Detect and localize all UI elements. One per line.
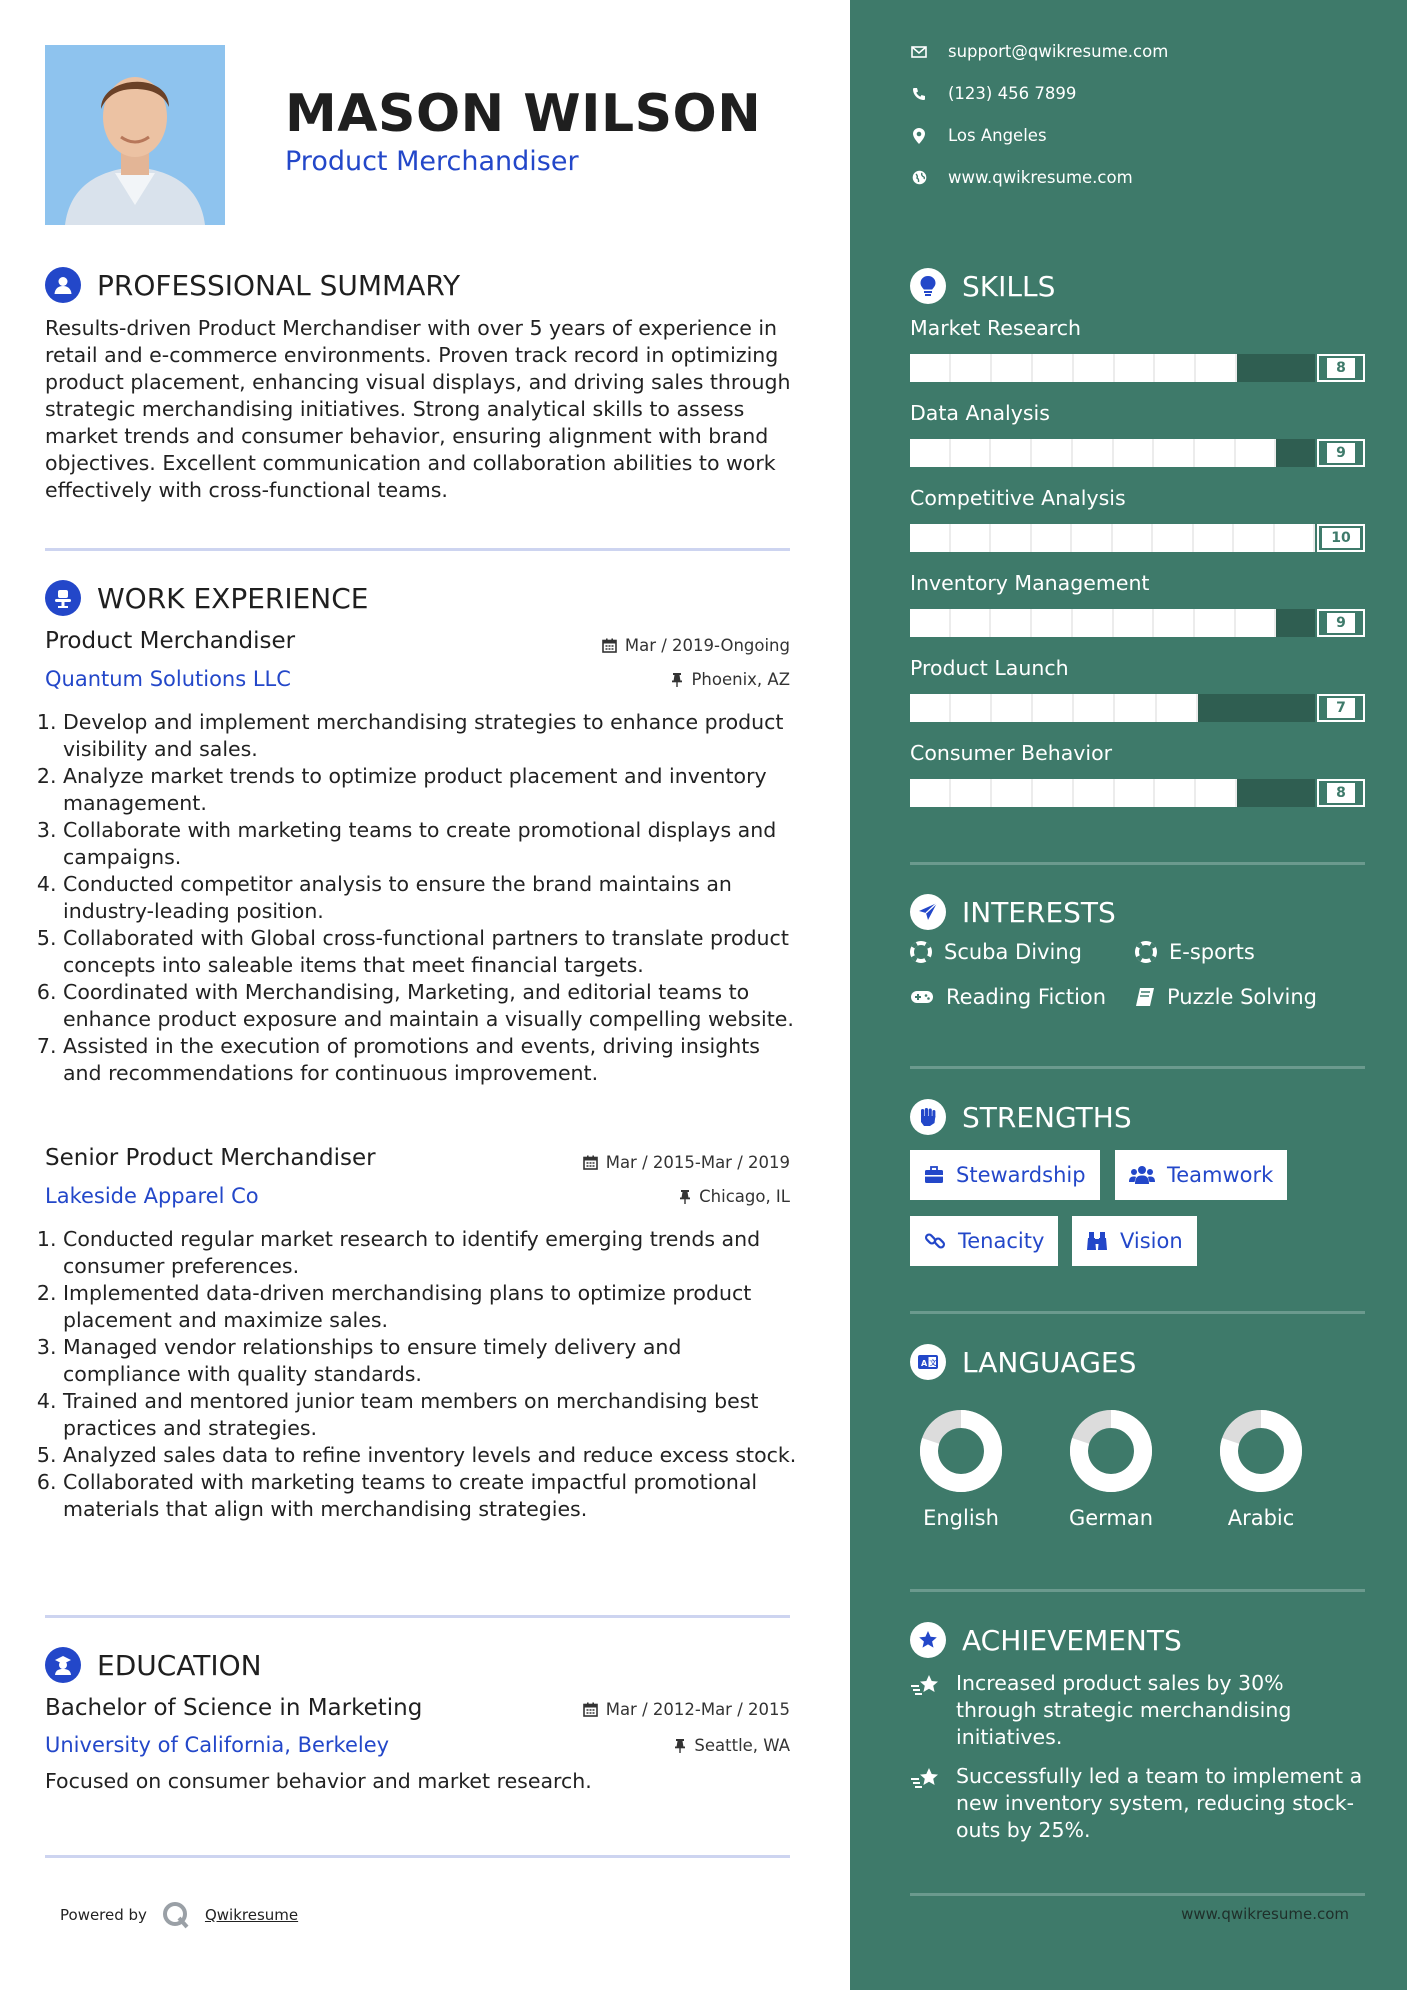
skill-bar-segment bbox=[1236, 439, 1277, 467]
star-badge-icon bbox=[910, 1622, 946, 1658]
skill-level-badge bbox=[1317, 694, 1365, 722]
job-company: Lakeside Apparel Co bbox=[45, 1184, 259, 1208]
strength-label: Vision bbox=[1120, 1229, 1183, 1253]
job-date bbox=[583, 1153, 790, 1172]
skill-name: Data Analysis bbox=[910, 401, 1050, 425]
list-item: 6. Coordinated with Merchandising, Marketing, and editorial teams to enhance product exposure and maintain a visually compelling website. bbox=[63, 979, 798, 1033]
skill-bar-segment bbox=[1155, 354, 1196, 382]
contact-email-text: support@qwikresume.com bbox=[948, 42, 1169, 61]
skill-bar-segment bbox=[1275, 524, 1316, 552]
skill-bar-segment bbox=[1032, 524, 1073, 552]
skill-level-badge bbox=[1317, 354, 1365, 382]
contact-website[interactable] bbox=[910, 168, 1133, 187]
list-item: 1. Develop and implement merchandising strategies to enhance product visibility and sales. bbox=[63, 709, 798, 763]
skills-header bbox=[910, 266, 1055, 306]
envelope-icon bbox=[910, 46, 928, 58]
experience-title: WORK EXPERIENCE bbox=[97, 581, 369, 615]
skill-bar-segment bbox=[910, 439, 951, 467]
skill-bar-segment bbox=[951, 354, 992, 382]
user-icon bbox=[45, 267, 81, 303]
users-icon bbox=[1129, 1165, 1155, 1185]
contact-phone-text: (123) 456 7899 bbox=[948, 84, 1077, 103]
interest-item bbox=[1135, 985, 1317, 1009]
footer-url[interactable]: www.qwikresume.com bbox=[1181, 1905, 1349, 1923]
map-marker-icon bbox=[910, 128, 928, 144]
fist-icon bbox=[910, 1099, 946, 1135]
skill-bar bbox=[910, 779, 1315, 807]
interests-header bbox=[910, 892, 1116, 932]
language-proficiency-ring bbox=[918, 1408, 1004, 1494]
powered-by-label: Powered by bbox=[60, 1906, 147, 1924]
list-item: 6. Collaborated with marketing teams to create impactful promotional materials that align with merchandising strategies. bbox=[63, 1469, 798, 1523]
paper-plane-icon bbox=[910, 894, 946, 930]
svg-text:A: A bbox=[921, 1359, 928, 1368]
skill-bar-segment bbox=[1153, 524, 1194, 552]
achievement-text: Successfully led a team to implement a new inventory system, reducing stock-outs by 25%. bbox=[956, 1764, 1363, 1842]
achievement-item bbox=[910, 1763, 1365, 1844]
education-date bbox=[583, 1700, 790, 1719]
skill-level-value: 7 bbox=[1327, 698, 1355, 718]
skill-bar-segment bbox=[1073, 439, 1114, 467]
skill-bar-segment bbox=[1114, 609, 1155, 637]
divider bbox=[45, 1855, 790, 1858]
divider bbox=[910, 862, 1365, 865]
list-item: 4. Trained and mentored junior team members on merchandising best practices and strategies. bbox=[63, 1388, 798, 1442]
skill-bar-segment bbox=[991, 609, 1032, 637]
summary-header bbox=[45, 265, 460, 305]
book-icon bbox=[1135, 987, 1155, 1007]
skill-bar bbox=[910, 524, 1315, 552]
job-location bbox=[679, 1187, 790, 1206]
education-header bbox=[45, 1645, 262, 1685]
divider bbox=[910, 1893, 1365, 1896]
globe-icon bbox=[910, 170, 928, 185]
skill-bar-segment bbox=[1195, 439, 1236, 467]
list-item: 7. Assisted in the execution of promotions and events, driving insights and recommendations for continuous improvement. bbox=[63, 1033, 798, 1087]
skill-bar-segment bbox=[1033, 354, 1074, 382]
graduate-icon bbox=[45, 1647, 81, 1683]
contact-location bbox=[910, 126, 1047, 145]
list-item: 1. Conducted regular market research to identify emerging trends and consumer preferences. bbox=[63, 1226, 798, 1280]
skill-level-value: 9 bbox=[1327, 613, 1355, 633]
language-proficiency-ring bbox=[1068, 1408, 1154, 1494]
skill-bar-segment bbox=[1032, 439, 1073, 467]
skill-bar bbox=[910, 439, 1315, 467]
calendar-icon bbox=[583, 1702, 598, 1717]
skill-bar-segment bbox=[951, 524, 992, 552]
skill-level-value: 8 bbox=[1327, 783, 1355, 803]
skill-level-value: 10 bbox=[1322, 528, 1359, 548]
strengths-title: STRENGTHS bbox=[962, 1100, 1132, 1134]
language-proficiency-ring bbox=[1218, 1408, 1304, 1494]
summary-text: Results-driven Product Merchandiser with over 5 years of experience in retail and e-commerce environments. Proven track record in optimizing product placement, enhancing visual displays, and driving sales through strategic merchandising initiatives. Strong analytical skills to assess market trends and consumer behavior, ensuring alignment with brand objectives. Excellent communication and collaboration abilities to work effectively with cross-functional teams. bbox=[45, 316, 791, 502]
skill-bar-segment bbox=[1032, 609, 1073, 637]
summary-title: PROFESSIONAL SUMMARY bbox=[97, 268, 461, 302]
contact-phone[interactable] bbox=[910, 84, 1076, 103]
job-duties bbox=[38, 1226, 798, 1523]
strength-tag bbox=[1072, 1216, 1197, 1266]
language-name: English bbox=[923, 1506, 999, 1530]
skill-bar-segment bbox=[1234, 524, 1275, 552]
calendar-icon bbox=[602, 638, 617, 653]
strength-label: Teamwork bbox=[1167, 1163, 1274, 1187]
strength-tag bbox=[1115, 1150, 1287, 1200]
skill-bar-segment bbox=[1276, 779, 1315, 807]
job-duties bbox=[38, 709, 798, 1087]
skill-bar-segment bbox=[951, 439, 992, 467]
strength-label: Stewardship bbox=[956, 1163, 1086, 1187]
job-title: Senior Product Merchandiser bbox=[45, 1145, 376, 1171]
skill-bar-segment bbox=[1237, 694, 1276, 722]
skill-bar-segment bbox=[910, 779, 951, 807]
skill-bar-segment bbox=[1115, 779, 1156, 807]
skill-bar-segment bbox=[1115, 694, 1156, 722]
shooting-star-icon bbox=[910, 1763, 942, 1844]
skill-bar-segment bbox=[992, 354, 1033, 382]
job-date bbox=[602, 636, 790, 655]
divider bbox=[910, 1311, 1365, 1314]
skill-bar-segment bbox=[1115, 354, 1156, 382]
skill-bar-segment bbox=[1198, 694, 1237, 722]
achievement-item bbox=[910, 1670, 1365, 1751]
list-item: 3. Collaborate with marketing teams to create promotional displays and campaigns. bbox=[63, 817, 798, 871]
skill-bar-segment bbox=[910, 354, 951, 382]
contact-email[interactable] bbox=[910, 42, 1168, 61]
skill-bar-segment bbox=[1237, 779, 1276, 807]
link-icon bbox=[924, 1230, 946, 1252]
strengths-header bbox=[910, 1097, 1132, 1137]
achievements-title: ACHIEVEMENTS bbox=[962, 1623, 1182, 1657]
skill-level-badge bbox=[1317, 439, 1365, 467]
skill-bar-segment bbox=[992, 779, 1033, 807]
skill-level-badge bbox=[1317, 779, 1365, 807]
skill-bar-segment bbox=[1154, 439, 1195, 467]
skill-level-value: 9 bbox=[1327, 443, 1355, 463]
degree-title: Bachelor of Science in Marketing bbox=[45, 1695, 423, 1721]
education-title: EDUCATION bbox=[97, 1648, 262, 1682]
strength-tag bbox=[910, 1216, 1058, 1266]
contact-website-text: www.qwikresume.com bbox=[948, 168, 1133, 187]
skill-bar-segment bbox=[951, 609, 992, 637]
list-item: 2. Implemented data-driven merchandising plans to optimize product placement and maximize sales. bbox=[63, 1280, 798, 1334]
qwikresume-logo-icon bbox=[161, 1900, 191, 1930]
job-date-text: Mar / 2019-Ongoing bbox=[624, 636, 790, 655]
life-ring-icon bbox=[910, 941, 932, 963]
job-location-text: Phoenix, AZ bbox=[691, 670, 790, 689]
svg-text:文: 文 bbox=[929, 1359, 937, 1367]
skill-bar-segment bbox=[1154, 609, 1195, 637]
skill-bar-segment bbox=[1113, 524, 1154, 552]
skills-title: SKILLS bbox=[962, 269, 1056, 303]
calendar-icon bbox=[583, 1155, 598, 1170]
gamepad-icon bbox=[910, 989, 934, 1005]
language-item bbox=[906, 1408, 1016, 1530]
interest-item bbox=[910, 985, 1106, 1009]
contact-location-text: Los Angeles bbox=[948, 126, 1047, 145]
pin-icon bbox=[671, 672, 683, 687]
phone-icon bbox=[910, 87, 928, 101]
skill-name: Competitive Analysis bbox=[910, 486, 1126, 510]
divider bbox=[45, 1615, 790, 1618]
list-item: 2. Analyze market trends to optimize product placement and inventory management. bbox=[63, 763, 798, 817]
powered-by bbox=[60, 1900, 298, 1930]
skill-bar-segment bbox=[1196, 779, 1237, 807]
skill-bar-segment bbox=[1072, 524, 1113, 552]
pin-icon bbox=[674, 1738, 686, 1753]
strength-tag bbox=[910, 1150, 1100, 1200]
interests-title: INTERESTS bbox=[962, 895, 1116, 929]
skill-bar-segment bbox=[1074, 354, 1115, 382]
life-ring-icon bbox=[1135, 941, 1157, 963]
skill-bar-segment bbox=[1033, 694, 1074, 722]
skill-bar-segment bbox=[1033, 779, 1074, 807]
skill-bar-segment bbox=[951, 694, 992, 722]
skill-bar-segment bbox=[1073, 609, 1114, 637]
interest-item bbox=[1135, 940, 1255, 964]
lightbulb-icon bbox=[910, 268, 946, 304]
skill-bar-segment bbox=[1114, 439, 1155, 467]
language-icon bbox=[910, 1344, 946, 1380]
language-item bbox=[1206, 1408, 1316, 1530]
achievement-text: Increased product sales by 30% through strategic merchandising initiatives. bbox=[956, 1671, 1292, 1749]
job-title: Product Merchandiser bbox=[45, 628, 296, 654]
job-location bbox=[671, 670, 790, 689]
skill-bar-segment bbox=[1074, 694, 1115, 722]
skill-level-badge bbox=[1317, 524, 1365, 552]
skill-bar-segment bbox=[910, 524, 951, 552]
skill-name: Market Research bbox=[910, 316, 1082, 340]
languages-header bbox=[910, 1342, 1136, 1382]
briefcase-icon bbox=[924, 1166, 944, 1184]
language-item bbox=[1056, 1408, 1166, 1530]
skill-bar-segment bbox=[910, 609, 951, 637]
sidebar bbox=[850, 0, 1407, 1990]
skill-bar-segment bbox=[1276, 354, 1315, 382]
skill-bar bbox=[910, 354, 1315, 382]
skill-bar-segment bbox=[1196, 354, 1237, 382]
language-name: German bbox=[1068, 1506, 1154, 1530]
skill-name: Inventory Management bbox=[910, 571, 1150, 595]
languages-title: LANGUAGES bbox=[962, 1345, 1137, 1379]
skill-bar-segment bbox=[1194, 524, 1235, 552]
pin-icon bbox=[679, 1189, 691, 1204]
skill-bar-segment bbox=[1157, 694, 1198, 722]
skill-bar bbox=[910, 609, 1315, 637]
experience-header bbox=[45, 578, 368, 618]
divider bbox=[910, 1589, 1365, 1592]
interest-label: Reading Fiction bbox=[946, 985, 1107, 1009]
skill-bar bbox=[910, 694, 1315, 722]
skill-bar-segment bbox=[1276, 609, 1315, 637]
education-description: Focused on consumer behavior and market research. bbox=[45, 1769, 592, 1793]
candidate-name: MASON WILSON bbox=[285, 84, 762, 144]
list-item: 5. Analyzed sales data to refine inventory levels and reduce excess stock. bbox=[63, 1442, 798, 1469]
school-name: University of California, Berkeley bbox=[45, 1733, 390, 1757]
skill-level-badge bbox=[1317, 609, 1365, 637]
divider bbox=[45, 548, 790, 551]
skill-bar-segment bbox=[910, 694, 951, 722]
language-name: Arabic bbox=[1227, 1506, 1295, 1530]
interest-label: E-sports bbox=[1169, 940, 1255, 964]
achievements-header bbox=[910, 1620, 1182, 1660]
skill-bar-segment bbox=[1195, 609, 1236, 637]
interest-item bbox=[910, 940, 1082, 964]
education-location bbox=[674, 1736, 790, 1755]
interest-label: Puzzle Solving bbox=[1167, 985, 1317, 1009]
skill-bar-segment bbox=[1074, 779, 1115, 807]
skill-bar-segment bbox=[1237, 354, 1276, 382]
profile-photo bbox=[45, 45, 225, 225]
divider bbox=[910, 1066, 1365, 1069]
briefcase-icon bbox=[45, 580, 81, 616]
list-item: 5. Collaborated with Global cross-functional partners to translate product concepts into saleable items that meet financial targets. bbox=[63, 925, 798, 979]
interest-label: Scuba Diving bbox=[944, 940, 1082, 964]
skill-name: Consumer Behavior bbox=[910, 741, 1113, 765]
job-company: Quantum Solutions LLC bbox=[45, 667, 291, 691]
strength-label: Tenacity bbox=[958, 1229, 1045, 1253]
skill-bar-segment bbox=[992, 694, 1033, 722]
qwikresume-link[interactable]: Qwikresume bbox=[204, 1906, 299, 1924]
list-item: 3. Managed vendor relationships to ensure timely delivery and compliance with quality standards. bbox=[63, 1334, 798, 1388]
skill-bar-segment bbox=[991, 439, 1032, 467]
skill-level-value: 8 bbox=[1327, 358, 1355, 378]
skill-name: Product Launch bbox=[910, 656, 1069, 680]
education-location-text: Seattle, WA bbox=[694, 1736, 790, 1755]
skill-bar-segment bbox=[1155, 779, 1196, 807]
candidate-role: Product Merchandiser bbox=[285, 146, 579, 177]
skill-bar-segment bbox=[991, 524, 1032, 552]
education-date-text: Mar / 2012-Mar / 2015 bbox=[605, 1700, 790, 1719]
list-item: 4. Conducted competitor analysis to ensure the brand maintains an industry-leading position. bbox=[63, 871, 798, 925]
skill-bar-segment bbox=[1236, 609, 1277, 637]
shooting-star-icon bbox=[910, 1670, 942, 1751]
skill-bar-segment bbox=[1276, 694, 1315, 722]
skill-bar-segment bbox=[1276, 439, 1315, 467]
job-location-text: Chicago, IL bbox=[699, 1187, 790, 1206]
skill-bar-segment bbox=[951, 779, 992, 807]
binoculars-icon bbox=[1086, 1231, 1108, 1251]
job-date-text: Mar / 2015-Mar / 2019 bbox=[605, 1153, 790, 1172]
